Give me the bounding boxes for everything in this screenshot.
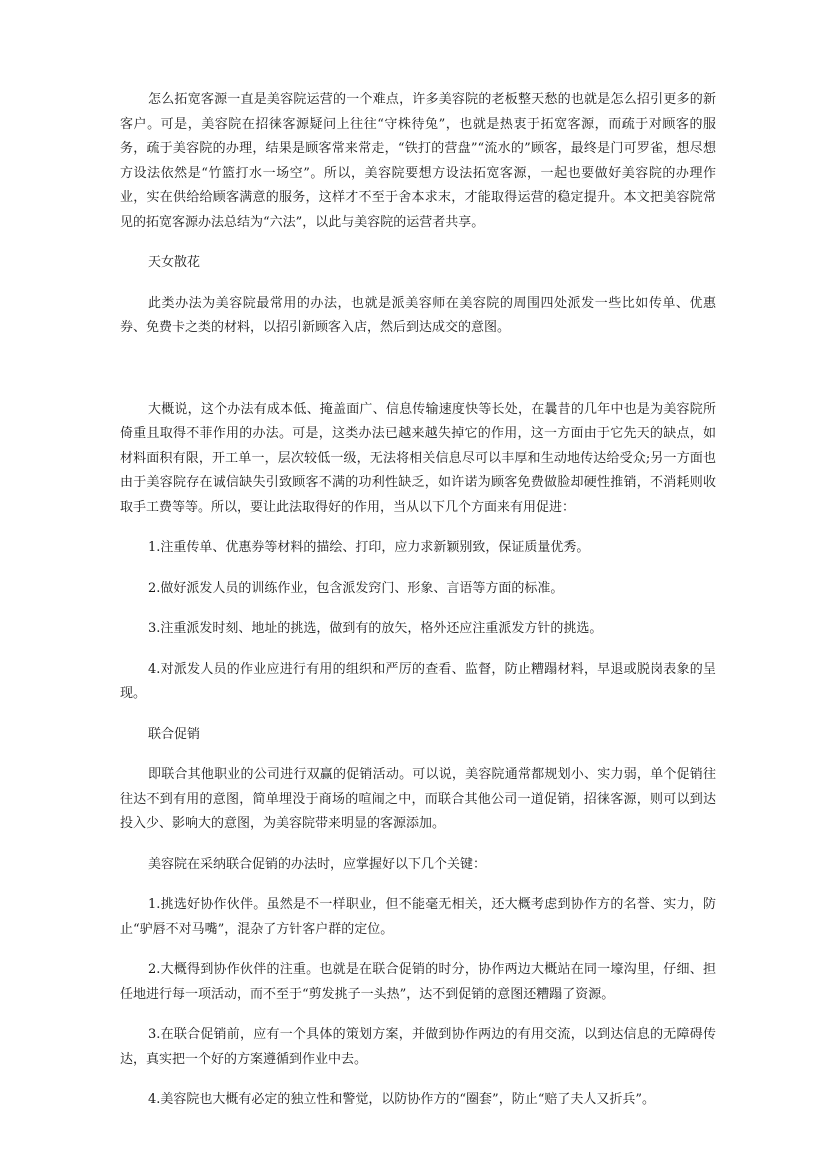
intro-paragraph: 怎么拓宽客源一直是美容院运营的一个难点，许多美容院的老板整天愁的也就是怎么招引更多的新客户。可是，美容院在招徕客源疑问上往往“守株待兔”，也就是热衷于拓宽客源，而疏于对顾客的服务，疏于美容院的办理，结果是顾客常来常走，“铁打的营盘”“流水的”顾客，最终是门可罗雀，想尽想方设法依然是“竹篮打水一场空”。所以，美容院要想方设法拓宽客源，一起也要做好美容院的办理作业，实在供给给顾客满意的服务，这样才不至于舍本求末，才能取得运营的稳定提升。本文把美容院常见的拓宽客源办法总结为“六法”，以此与美容院的运营者共享。 [120,92,716,230]
list-item: 1.注重传单、优惠券等材料的描绘、打印，应力求新颖别致，保证质量优秀。 [148,540,590,555]
section2-paragraph-1: 即联合其他职业的公司进行双赢的促销活动。可以说，美容院通常都规划小、实力弱，单个促销往往达不到有用的意图，简单埋没于商场的喧闹之中，而联合其他公司一道促销，招徕客源，则可以到达投入少、影响大的意图，为美容院带来明显的客源添加。 [120,767,716,831]
section2-paragraph-2: 美容院在采纳联合促销的办法时，应掌握好以下几个关键： [148,856,487,872]
section1-paragraph-1: 此类办法为美容院最常用的办法，也就是派美容师在美容院的周围四处派发一些比如传单、优惠券、免费卡之类的材料，以招引新顾客入店，然后到达成交的意图。 [120,295,716,335]
list-item: 1.挑选好协作伙伴。虽然是不一样职业，但不能毫无相关，还大概考虑到协作方的名誉、实力，防止“驴唇不对马嘴”，混杂了方针客户群的定位。 [120,897,716,937]
list-item: 2.大概得到协作伙伴的注重。也就是在联合促销的时分，协作两边大概站在同一壕沟里，仔细、担任地进行每一项活动，而不至于“剪发挑子一头热”，达不到促销的意图还糟蹋了资源。 [120,962,716,1002]
section1-paragraph-2: 大概说，这个办法有成本低、掩盖面广、信息传输速度快等长处，在曩昔的几年中也是为美容院所倚重且取得不菲作用的办法。可是，这类办法已越来越失掉它的作用，这一方面由于它先天的缺点，如材料面积有限，开工单一，层次较低一级，无法将相关信息尽可以丰厚和生动地传达给受众;另一方面也由于美容院存在诚信缺失引致顾客不满的功利性缺乏，如许诺为顾客免费做脸却硬性推销，不消耗则收取手工费等等。所以，要让此法取得好的作用，当从以下几个方面来有用促进： [120,401,716,515]
list-item: 3.在联合促销前，应有一个具体的策划方案，并做到协作两边的有用交流，以到达信息的无障碍传达，真实把一个好的方案遵循到作业中去。 [120,1027,716,1067]
document-body [120,88,716,1113]
list-item: 4.美容院也大概有必定的独立性和警觉，以防协作方的“圈套”，防止“赔了夫人又折兵”。 [148,1092,655,1107]
list-item: 2.做好派发人员的训练作业，包含派发窍门、形象、言语等方面的标准。 [148,580,564,596]
list-item: 4.对派发人员的作业应进行有用的组织和严厉的查看、监督，防止糟蹋材料，早退或脱岗表象的呈现。 [120,661,716,701]
section-heading-lianhe: 联合促销 [148,726,201,742]
list-item: 3.注重派发时刻、地址的挑选，做到有的放矢，格外还应注重派发方针的挑选。 [148,621,603,636]
section-heading-tiannv: 天女散花 [148,255,201,270]
